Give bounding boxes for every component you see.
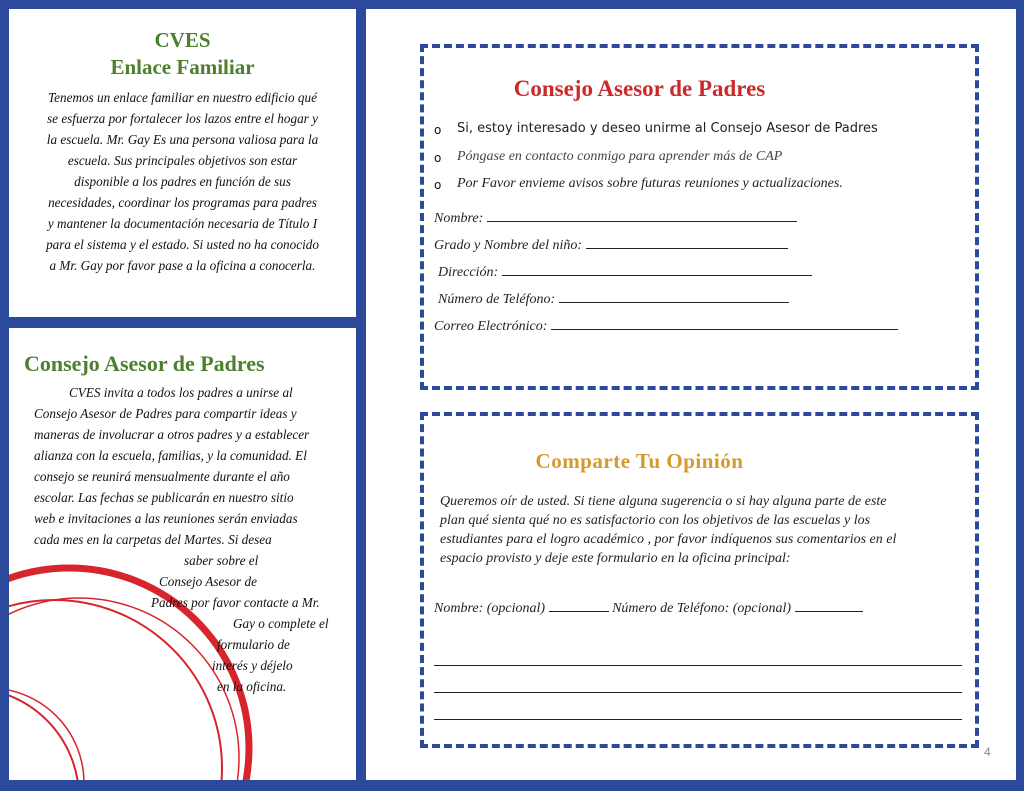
optional-phone-line[interactable] [795,599,863,612]
comment-line-2[interactable] [434,692,962,693]
grade-field[interactable] [434,236,788,254]
text-line: Queremos oír de usted. Si tiene alguna sugerencia o si hay alguna parte de este [440,494,887,509]
option-notices-label: Por Favor envieme avisos sobre futuras reuniones y actualizaciones. [457,176,843,191]
family-link-school-title: CVES [154,28,211,52]
grade-field-label: Grado y Nombre del niño: [434,238,583,253]
name-field[interactable] [434,209,797,227]
family-link-text [9,87,356,276]
text-line: Consejo Asesor de [159,574,257,589]
checkbox-option-notices[interactable]: o [434,178,442,192]
text-line: la escuela. Mr. Gay Es una persona valiosa para la [46,132,319,147]
grade-field-line[interactable] [586,236,788,249]
text-line: alianza con la escuela, familias, y la comunidad. El [34,448,307,463]
text-line: escolar. Las fechas se publicarán en nuestro sitio [34,490,294,505]
checkbox-option-contact[interactable]: o [434,151,442,165]
text-line: interés y déjelo [212,658,293,673]
phone-field-line[interactable] [559,290,789,303]
text-line: cada mes en la carpetas del Martes. Si desea [34,532,272,547]
text-line: consejo se reunirá mensualmente durante el año [34,469,290,484]
family-link-title: Enlace Familiar [110,55,255,79]
text-line: Gay o complete el [233,616,329,631]
optional-phone-label: Número de Teléfono: (opcional) [612,601,792,616]
text-line: estudiantes para el logro académico , por favor indíquenos sus comentarios en el [440,532,897,547]
text-line: formulario de [217,637,290,652]
opinion-form-text [440,492,960,568]
address-field[interactable] [438,263,812,281]
council-info-panel [9,328,356,780]
text-line: saber sobre el [184,553,259,568]
text-line: Consejo Asesor de Padres para compartir ideas y [34,406,297,421]
text-line: CVES invita a todos los padres a unirse al [69,385,293,400]
text-line: escuela. Sus principales objetivos son estar [67,153,298,168]
text-line: maneras de involucrar a otros padres y a establecer [34,427,310,442]
text-line: a Mr. Gay por favor pase a la oficina a conocerla. [49,258,316,273]
text-line: espacio provisto y deje este formulario en la oficina principal: [440,551,791,566]
text-line: se esfuerza por fortalecer los lazos entre el hogar y [47,111,318,126]
phone-field-label: Número de Teléfono: [438,292,556,307]
text-line: y mantener la documentación necesaria de Título I [47,216,318,231]
option-join-label: Si, estoy interesado y deseo unirme al Consejo Asesor de Padres [457,121,878,136]
text-line: para el sistema y el estado. Si usted no ha conocido [46,237,319,252]
opinion-contact-fields [434,599,863,617]
email-field-label: Correo Electrónico: [434,319,548,334]
text-line: plan qué sienta qué no es satisfactorio con los objetivos de las escuelas y los [440,513,871,528]
phone-field[interactable] [438,290,789,308]
text-line: web e invitaciones a las reuniones serán enviadas [34,511,298,526]
name-field-label: Nombre: [434,211,484,226]
council-info-title: Consejo Asesor de Padres [24,351,265,376]
option-contact-label: Póngase en contacto conmigo para aprender más de CAP [457,149,783,164]
checkbox-option-join[interactable]: o [434,123,442,137]
address-field-label: Dirección: [438,265,499,280]
forms-panel [366,9,1016,780]
text-line: disponible a los padres en función de sus [74,174,291,189]
text-line: en la oficina. [217,679,287,694]
opinion-form-title: Comparte Tu Opinión [535,449,744,473]
council-info-text [34,382,354,697]
text-line: necesidades, coordinar los programas para padres [48,195,317,210]
optional-name-label: Nombre: (opcional) [434,601,546,616]
page-number: 4 [984,745,991,759]
signup-form-title: Consejo Asesor de Padres [513,76,766,101]
comment-line-1[interactable] [434,665,962,666]
family-link-panel [9,9,356,317]
name-field-line[interactable] [487,209,797,222]
optional-name-line[interactable] [549,599,609,612]
text-line: Tenemos un enlace familiar en nuestro edificio qué [48,90,317,105]
email-field-line[interactable] [551,317,898,330]
email-field[interactable] [434,317,898,335]
address-field-line[interactable] [502,263,812,276]
text-line: Padres por favor contacte a Mr. [151,595,320,610]
comment-line-3[interactable] [434,719,962,720]
